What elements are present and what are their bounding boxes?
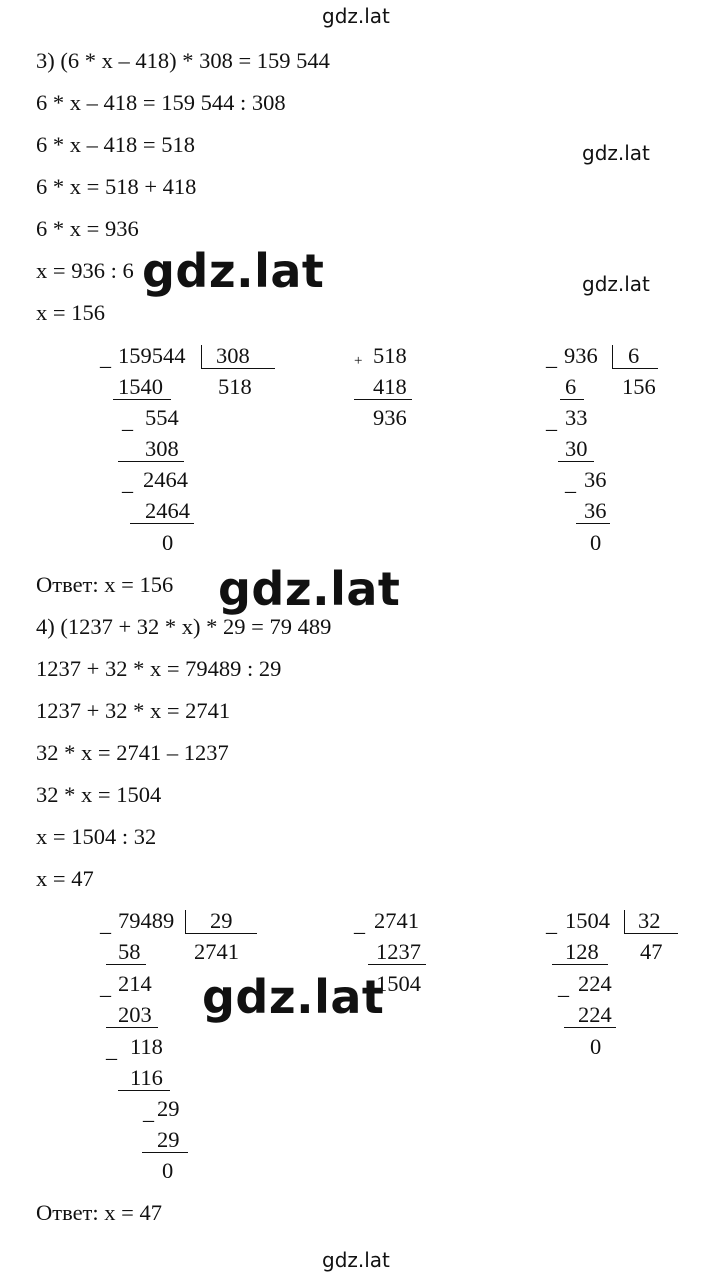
partial-dividend: 33 xyxy=(565,405,588,430)
minus-sign: _ xyxy=(546,911,557,936)
partial-product: 308 xyxy=(145,436,179,461)
underline xyxy=(113,399,171,400)
difference: 1504 xyxy=(376,971,421,996)
remainder: 0 xyxy=(162,1158,174,1183)
watermark-large-3: gdz.lat xyxy=(202,970,385,1024)
divisor-underline xyxy=(612,368,658,369)
quotient: 2741 xyxy=(194,939,239,964)
task3-line-1: 3) (6 * x – 418) * 308 = 159 544 xyxy=(36,48,330,73)
task3-line-6: x = 936 : 6 xyxy=(36,258,134,283)
underline xyxy=(560,399,584,400)
sum: 936 xyxy=(373,405,407,430)
quotient: 47 xyxy=(640,939,663,964)
underline xyxy=(552,964,608,965)
minus-sign: _ xyxy=(106,1037,117,1062)
task3-answer: Ответ: x = 156 xyxy=(36,572,174,597)
minus-sign: _ xyxy=(546,408,557,433)
partial-product: 6 xyxy=(565,374,577,399)
task4-line-7: x = 47 xyxy=(36,866,94,891)
watermark-right-2: gdz.lat xyxy=(582,272,650,296)
partial-product: 203 xyxy=(118,1002,152,1027)
plus-sign: + xyxy=(354,353,363,369)
subtrahend: 1237 xyxy=(376,939,421,964)
minuend: 2741 xyxy=(374,908,419,933)
underline xyxy=(118,461,184,462)
minus-sign: _ xyxy=(100,345,111,370)
task3-line-4: 6 * x = 518 + 418 xyxy=(36,174,197,199)
underline xyxy=(576,523,610,524)
remainder: 0 xyxy=(162,530,174,555)
partial-product: 116 xyxy=(130,1065,163,1090)
minus-sign: _ xyxy=(122,470,133,495)
divisor: 29 xyxy=(210,908,233,933)
watermark-large-2: gdz.lat xyxy=(218,562,401,616)
division-bracket xyxy=(185,910,186,934)
partial-product: 36 xyxy=(584,498,607,523)
division-bracket xyxy=(201,345,202,369)
division-bracket xyxy=(612,345,613,369)
partial-product: 29 xyxy=(157,1127,180,1152)
watermark-right-1: gdz.lat xyxy=(582,141,650,165)
remainder: 0 xyxy=(590,1034,602,1059)
divisor: 6 xyxy=(628,343,640,368)
task3-line-2: 6 * x – 418 = 159 544 : 308 xyxy=(36,90,286,115)
task4-line-2: 1237 + 32 * x = 79489 : 29 xyxy=(36,656,282,681)
task4-line-1: 4) (1237 + 32 * x) * 29 = 79 489 xyxy=(36,614,332,639)
divisor: 32 xyxy=(638,908,661,933)
minus-sign: _ xyxy=(100,911,111,936)
task3-line-7: x = 156 xyxy=(36,300,105,325)
underline xyxy=(142,1152,188,1153)
minus-sign: _ xyxy=(565,470,576,495)
division-bracket xyxy=(624,910,625,934)
partial-dividend: 214 xyxy=(118,971,152,996)
task4-line-5: 32 * x = 1504 xyxy=(36,782,162,807)
addend-1: 518 xyxy=(373,343,407,368)
watermark-top: gdz.lat xyxy=(322,4,390,28)
partial-product: 128 xyxy=(565,939,599,964)
underline xyxy=(118,1090,170,1091)
watermark-large-1: gdz.lat xyxy=(142,244,325,298)
partial-dividend: 29 xyxy=(157,1096,180,1121)
dividend: 159544 xyxy=(118,343,186,368)
minus-sign: _ xyxy=(558,974,569,999)
task4-line-3: 1237 + 32 * x = 2741 xyxy=(36,698,231,723)
partial-product: 30 xyxy=(565,436,588,461)
underline xyxy=(558,461,594,462)
partial-product: 58 xyxy=(118,939,141,964)
dividend: 936 xyxy=(564,343,598,368)
quotient: 518 xyxy=(218,374,252,399)
divisor-underline xyxy=(185,933,257,934)
divisor: 308 xyxy=(216,343,250,368)
partial-dividend: 554 xyxy=(145,405,179,430)
task3-line-3: 6 * x – 418 = 518 xyxy=(36,132,195,157)
partial-dividend: 224 xyxy=(578,971,612,996)
partial-dividend: 118 xyxy=(130,1034,163,1059)
partial-dividend: 2464 xyxy=(143,467,188,492)
partial-product: 1540 xyxy=(118,374,163,399)
partial-product: 224 xyxy=(578,1002,612,1027)
minus-sign: _ xyxy=(546,345,557,370)
dividend: 1504 xyxy=(565,908,610,933)
minus-sign: _ xyxy=(143,1099,154,1124)
underline xyxy=(106,964,146,965)
underline xyxy=(130,523,194,524)
divisor-underline xyxy=(201,368,275,369)
dividend: 79489 xyxy=(118,908,175,933)
remainder: 0 xyxy=(590,530,602,555)
task4-line-6: x = 1504 : 32 xyxy=(36,824,157,849)
minus-sign: _ xyxy=(354,911,365,936)
task4-line-4: 32 * x = 2741 – 1237 xyxy=(36,740,229,765)
task4-answer: Ответ: x = 47 xyxy=(36,1200,162,1225)
watermark-bottom: gdz.lat xyxy=(322,1248,390,1272)
minus-sign: _ xyxy=(122,408,133,433)
underline xyxy=(354,399,412,400)
divisor-underline xyxy=(624,933,678,934)
underline xyxy=(564,1027,616,1028)
partial-product: 2464 xyxy=(145,498,190,523)
addend-2: 418 xyxy=(373,374,407,399)
minus-sign: _ xyxy=(100,974,111,999)
partial-dividend: 36 xyxy=(584,467,607,492)
underline xyxy=(106,1027,158,1028)
quotient: 156 xyxy=(622,374,656,399)
task3-line-5: 6 * x = 936 xyxy=(36,216,139,241)
underline xyxy=(368,964,426,965)
